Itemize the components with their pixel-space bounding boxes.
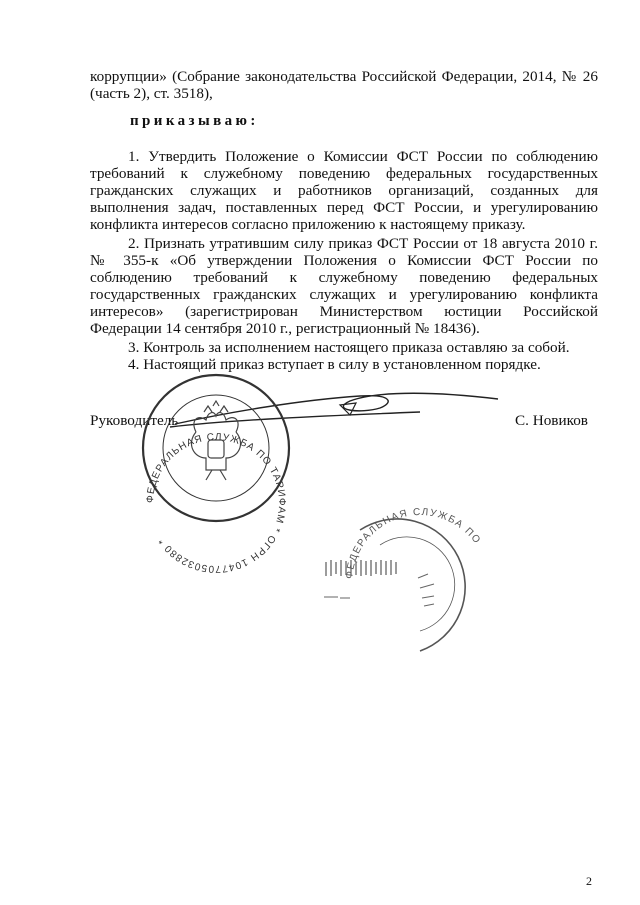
body-line-13: 4. Настоящий приказ вступает в силу в установленном порядке. <box>128 356 541 373</box>
body-line-1: 1. Утвердить Положение о Комиссии ФСТ России по соблюдению <box>128 148 598 165</box>
body-line-3: гражданских служащих и работников организаций, созданных для <box>90 182 598 199</box>
body-line-8: соблюдению требований к служебному поведению федеральных <box>90 269 598 286</box>
intro-line-1: коррупции» (Собрание законодательства Российской Федерации, 2014, № 26 <box>90 68 598 85</box>
body-line-11: Федерации 14 сентября 2010 г., регистрационный № 18436). <box>90 320 480 337</box>
stamp-second-text: ФЕДЕРАЛЬНАЯ СЛУЖБА ПО <box>344 506 483 580</box>
body-line-12: 3. Контроль за исполнением настоящего приказа оставляю за собой. <box>128 339 570 356</box>
signer-title: Руководитель <box>90 412 179 429</box>
body-line-5: конфликта интересов согласно приложению к настоящему приказу. <box>90 216 526 233</box>
body-line-7: № 355-к «Об утверждении Положения о Комиссии ФСТ России по <box>90 252 598 269</box>
body-line-4: выполнения задач, поставленных перед ФСТ России, и урегулированию <box>90 199 598 216</box>
handwritten-signature <box>170 393 498 427</box>
body-line-6: 2. Признать утратившим силу приказ ФСТ России от 18 августа 2010 г. <box>128 235 598 252</box>
svg-text:ФЕДЕРАЛЬНАЯ СЛУЖБА ПО ТАРИФАМ <box>145 432 287 574</box>
prikazyvayu-heading: приказываю: <box>130 113 259 129</box>
body-line-2: требований к служебному поведению федеральных государственных <box>90 165 598 182</box>
body-line-9: государственных гражданских служащих и урегулированию конфликта <box>90 286 598 303</box>
intro-line-2: (часть 2), ст. 3518), <box>90 85 213 102</box>
page-number: 2 <box>586 874 592 888</box>
secondary-stamp <box>324 507 483 651</box>
official-stamp <box>143 375 289 574</box>
stamp-main-text: ФЕДЕРАЛЬНАЯ СЛУЖБА ПО ТАРИФАМ * ОГРН 1047705032880 * <box>144 431 288 575</box>
body-line-10: интересов» (зарегистрирован Министерством юстиции Российской <box>90 303 598 320</box>
signer-name: С. Новиков <box>515 412 588 429</box>
